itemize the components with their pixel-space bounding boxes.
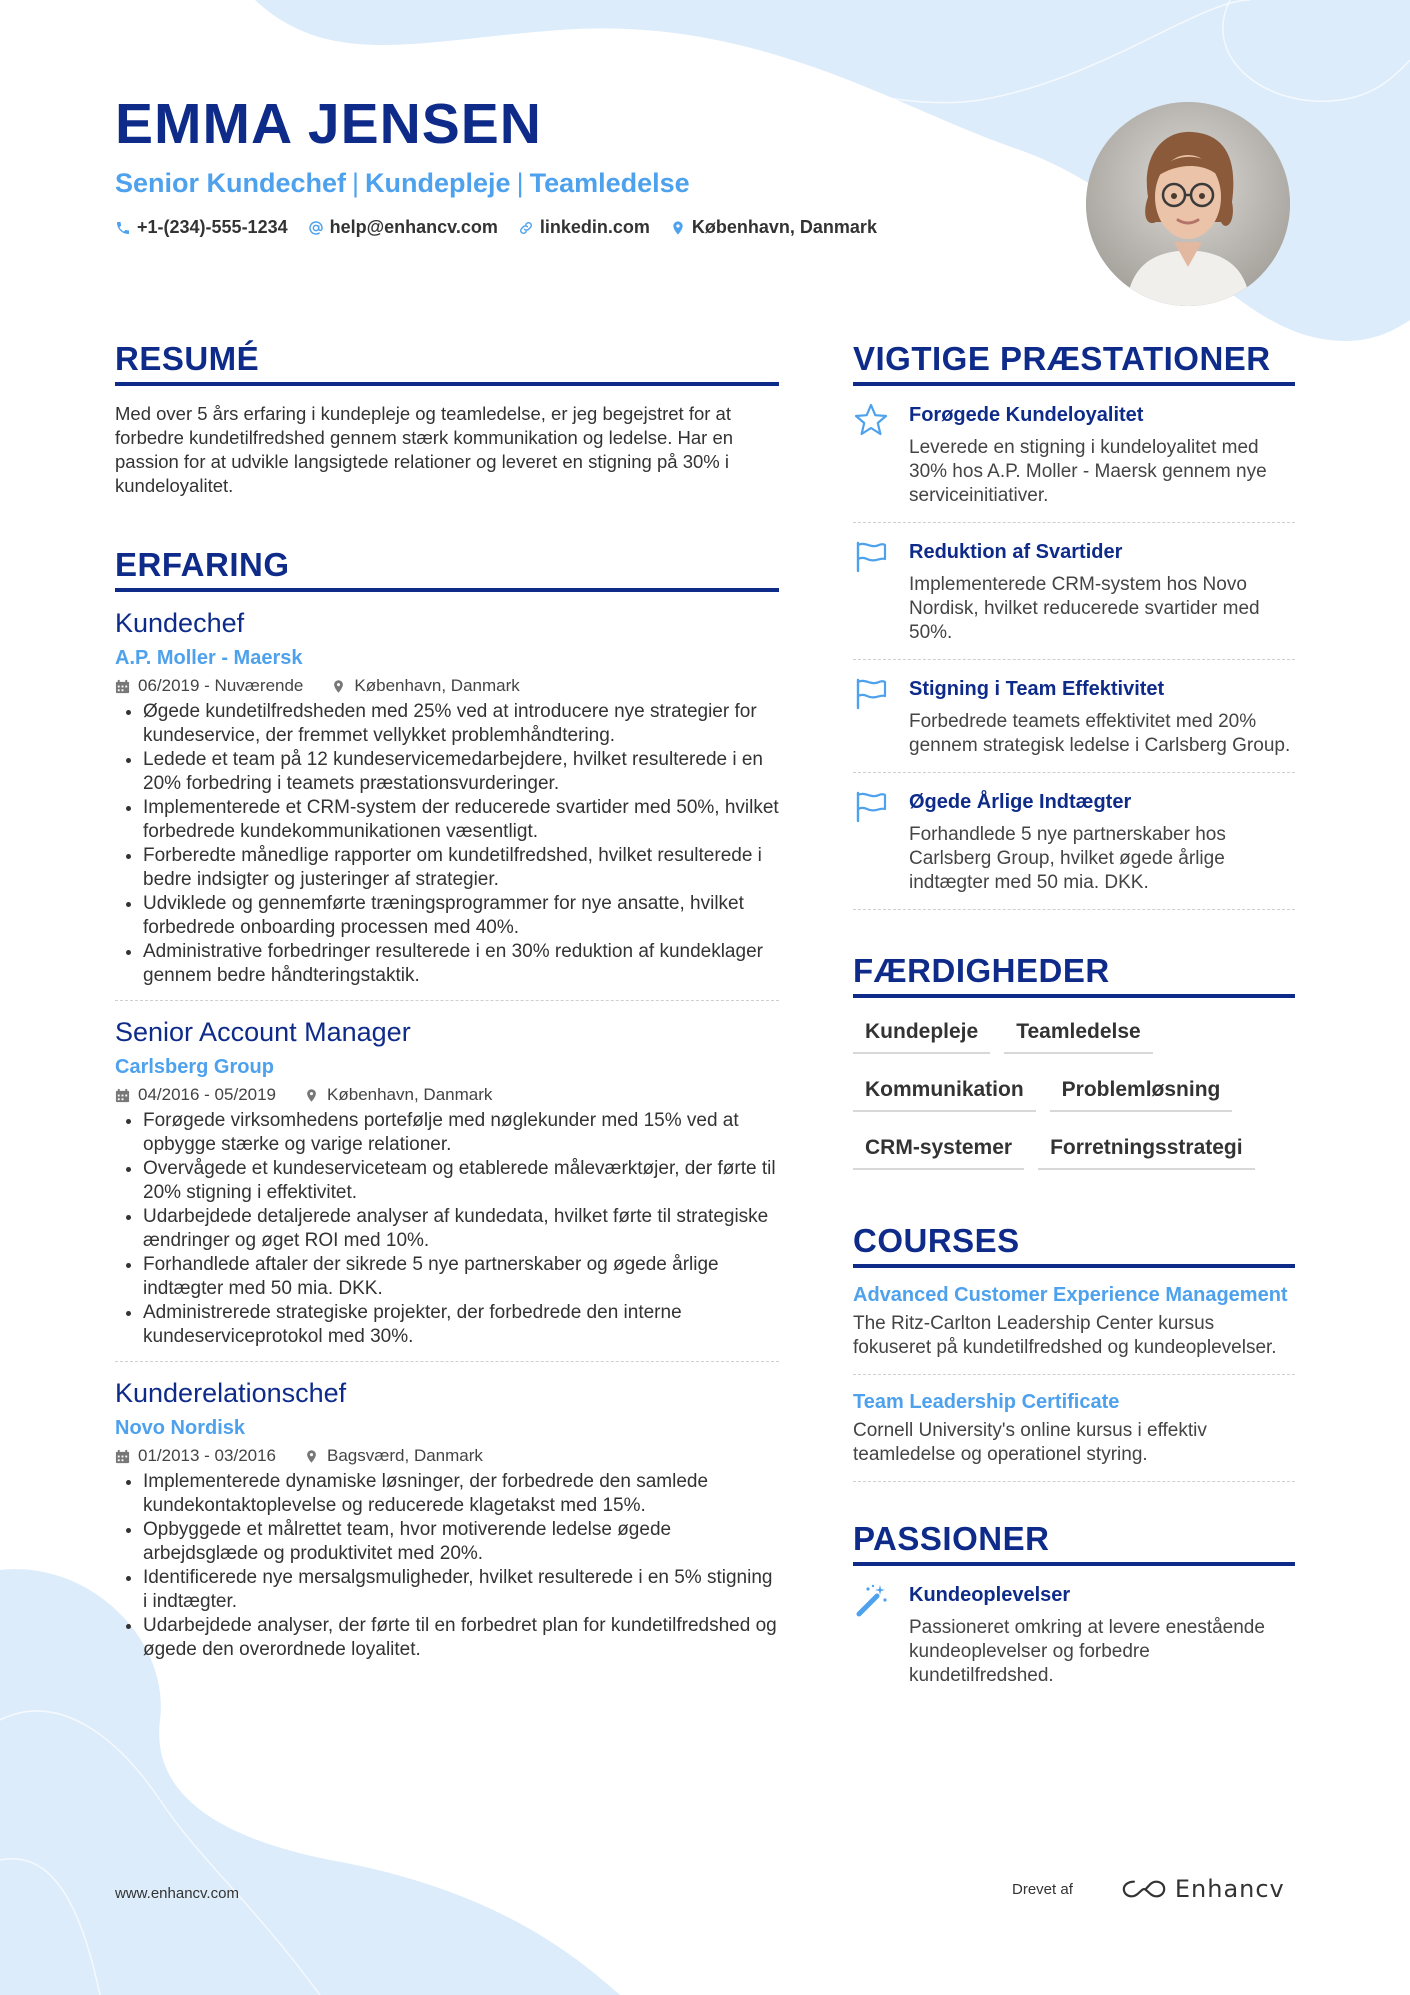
achievement-desc: Implementerede CRM-system hos Novo Nordisk, hvilket reducerede svartider med 50%. bbox=[909, 574, 1260, 643]
achievement-title: Reduktion af Svartider bbox=[909, 541, 1123, 563]
achievement-desc: Forbedrede teamets effektivitet med 20% gennem strategisk ledelse i Carlsberg Group. bbox=[909, 711, 1291, 756]
enhancv-logo-icon bbox=[1121, 1878, 1167, 1900]
course-title: Advanced Customer Experience Management bbox=[853, 1284, 1288, 1306]
summary-text: Med over 5 års erfaring i kundepleje og teamledelse, er jeg begejstret for at forbedre kundetilfredshed gennem stærk kommunikation og ledelse. Har en passion for at udvikle langsigtede relationer og leveret en stigning på 30% i kundeloyalitet. bbox=[115, 403, 734, 496]
skills-list bbox=[853, 1020, 1295, 1170]
job-meta bbox=[115, 1085, 779, 1105]
contact-email[interactable] bbox=[308, 217, 498, 238]
skill-tag: Forretningsstrategi bbox=[1038, 1136, 1255, 1170]
job-dates bbox=[115, 676, 303, 696]
job-bullet: • Øgede kundetilfredsheden med 25% ved at introducere nye strategier for kundeservice, der fremmet vellykket problemhåndtering. bbox=[143, 700, 779, 748]
job-bullet: • Udarbejdede analyser, der førte til en forbedret plan for kundetilfredshed og øgede den overordnede loyalitet. bbox=[143, 1614, 779, 1662]
flag-icon bbox=[853, 539, 893, 645]
achievement-item bbox=[853, 773, 1295, 910]
passion-item bbox=[853, 1566, 1295, 1688]
job-meta bbox=[115, 676, 779, 696]
job-title: Kundechef bbox=[115, 608, 245, 638]
company-name: Novo Nordisk bbox=[115, 1417, 246, 1439]
email-text: help@enhancv.com bbox=[329, 217, 498, 238]
job-bullet: • Udviklede og gennemførte træningsprogrammer for nye ansatte, hvilket forbedrede onboarding processen med 40%. bbox=[143, 892, 779, 940]
job-bullets bbox=[115, 700, 779, 988]
job-bullet: • Opbyggede et målrettet team, hvor motiverende ledelse øgede arbejdsglæde og produktivitet med 20%. bbox=[143, 1518, 779, 1566]
job-entry bbox=[115, 1000, 779, 1361]
footer-branding bbox=[1012, 1875, 1285, 1903]
job-bullet: • Overvågede et kundeserviceteam og etablerede måleværktøjer, der førte til 20% stigning i effektivitet. bbox=[143, 1157, 779, 1205]
job-bullet: • Implementerede et CRM-system der reducerede svartider med 50%, hvilket forbedrede kundekommunikationen væsentligt. bbox=[143, 796, 779, 844]
achievement-desc: Forhandlede 5 nye partnerskaber hos Carlsberg Group, hvilket øgede årlige indtægter med 50 mia. DKK. bbox=[909, 824, 1226, 893]
job-bullet: • Administrerede strategiske projekter, der forbedrede den interne kundeserviceprotokol med 30%. bbox=[143, 1301, 779, 1349]
job-bullet: • Forberedte månedlige rapporter om kundetilfredshed, hvilket resulterede i bedre indsigter og justeringer af strategier. bbox=[143, 844, 779, 892]
skill-tag: Problemløsning bbox=[1050, 1078, 1233, 1112]
location-pin-icon bbox=[331, 679, 346, 694]
job-bullets bbox=[115, 1470, 779, 1662]
achievement-item bbox=[853, 660, 1295, 773]
enhancv-logo[interactable] bbox=[1121, 1875, 1285, 1903]
job-entry bbox=[115, 606, 779, 1000]
resume-header bbox=[115, 92, 1065, 238]
job-location-text: Bagsværd, Danmark bbox=[327, 1446, 483, 1465]
contact-linkedin[interactable] bbox=[518, 217, 650, 238]
location-text: København, Danmark bbox=[691, 217, 877, 238]
magic-wand-icon bbox=[853, 1582, 893, 1688]
skill-tag: CRM-systemer bbox=[853, 1136, 1024, 1170]
job-title: Kunderelationschef bbox=[115, 1378, 347, 1408]
job-bullet: • Implementerede dynamiske løsninger, der forbedrede den samlede kundekontaktoplevelse og reducerede klagetakst med 15%. bbox=[143, 1470, 779, 1518]
profile-photo bbox=[1086, 102, 1290, 306]
location-pin-icon bbox=[670, 220, 686, 236]
job-dates-text: 04/2016 - 05/2019 bbox=[138, 1085, 277, 1104]
course-desc: Cornell University's online kursus i effektiv teamledelse og operationel styring. bbox=[853, 1420, 1207, 1465]
passion-desc: Passioneret omkring at levere enestående kundeoplevelser og forbedre kundetilfredshed. bbox=[909, 1617, 1265, 1686]
course-item bbox=[853, 1268, 1295, 1375]
achievement-desc: Leverede en stigning i kundeloyalitet med 30% hos A.P. Moller - Maersk gennem nye serviceinitiativer. bbox=[909, 437, 1267, 506]
job-entry bbox=[115, 1361, 779, 1674]
job-bullet: • Forhandlede aftaler der sikrede 5 nye partnerskaber og øgede årlige indtægter med 50 mia. DKK. bbox=[143, 1253, 779, 1301]
calendar-icon bbox=[115, 1088, 130, 1103]
linkedin-text: linkedin.com bbox=[539, 217, 650, 238]
right-column bbox=[853, 340, 1295, 1688]
job-bullet: • Identificerede nye mersalgsmuligheder, hvilket resulterede i en 5% stigning i indtægter. bbox=[143, 1566, 779, 1614]
footer-website[interactable]: www.enhancv.com bbox=[115, 1885, 239, 1902]
job-dates bbox=[115, 1446, 276, 1466]
passions-heading: PASSIONER bbox=[853, 1520, 1295, 1566]
flag-icon bbox=[853, 676, 893, 758]
flag-icon bbox=[853, 789, 893, 895]
job-location-text: København, Danmark bbox=[354, 676, 520, 695]
job-bullet: • Administrative forbedringer resulterede i en 30% reduktion af kundeklager gennem bedre håndteringstaktik. bbox=[143, 940, 779, 988]
course-item bbox=[853, 1375, 1295, 1482]
job-location bbox=[304, 1085, 492, 1105]
job-meta bbox=[115, 1446, 779, 1466]
job-bullets bbox=[115, 1109, 779, 1349]
achievement-item bbox=[853, 386, 1295, 523]
company-name: A.P. Moller - Maersk bbox=[115, 647, 303, 669]
job-location-text: København, Danmark bbox=[327, 1085, 493, 1104]
phone-text: +1-(234)-555-1234 bbox=[137, 217, 288, 238]
courses-heading: COURSES bbox=[853, 1222, 1295, 1268]
candidate-title bbox=[115, 167, 1065, 199]
link-icon bbox=[518, 220, 534, 236]
contact-location bbox=[670, 217, 877, 238]
left-column bbox=[115, 340, 779, 1674]
job-dates bbox=[115, 1085, 276, 1105]
title-part: Teamledelse bbox=[529, 168, 690, 198]
skill-tag: Kundepleje bbox=[853, 1020, 990, 1054]
achievement-title: Stigning i Team Effektivitet bbox=[909, 678, 1165, 700]
contact-info bbox=[115, 217, 1065, 238]
passion-title: Kundeoplevelser bbox=[909, 1584, 1071, 1606]
course-desc: The Ritz-Carlton Leadership Center kursus fokuseret på kundetilfredshed og kundeoplevelser. bbox=[853, 1313, 1277, 1358]
phone-icon bbox=[115, 220, 131, 236]
title-part: Senior Kundechef bbox=[115, 168, 347, 198]
job-dates-text: 06/2019 - Nuværende bbox=[138, 676, 304, 695]
summary-heading: RESUMÉ bbox=[115, 340, 779, 386]
experience-heading: ERFARING bbox=[115, 546, 779, 592]
job-bullet: • Ledede et team på 12 kundeservicemedarbejdere, hvilket resulterede i en 20% forbedring i teamets præstationsvurderinger. bbox=[143, 748, 779, 796]
achievements-heading: VIGTIGE PRÆSTATIONER bbox=[853, 340, 1295, 386]
location-pin-icon bbox=[304, 1088, 319, 1103]
job-title: Senior Account Manager bbox=[115, 1017, 411, 1047]
contact-phone[interactable] bbox=[115, 217, 288, 238]
title-part: Kundepleje bbox=[365, 168, 511, 198]
powered-by-label: Drevet af bbox=[1012, 1880, 1073, 1898]
job-location bbox=[331, 676, 519, 696]
job-bullet: • Udarbejdede detaljerede analyser af kundedata, hvilket førte til strategiske ændringer og øget ROI med 10%. bbox=[143, 1205, 779, 1253]
calendar-icon bbox=[115, 1449, 130, 1464]
job-bullet: • Forøgede virksomhedens portefølje med nøglekunder med 15% ved at opbygge stærke og varige relationer. bbox=[143, 1109, 779, 1157]
achievement-title: Forøgede Kundeloyalitet bbox=[909, 404, 1144, 426]
skill-tag: Kommunikation bbox=[853, 1078, 1036, 1112]
at-icon bbox=[308, 220, 324, 236]
title-separator: | bbox=[516, 168, 524, 198]
title-separator: | bbox=[352, 168, 360, 198]
calendar-icon bbox=[115, 679, 130, 694]
skill-tag: Teamledelse bbox=[1004, 1020, 1153, 1054]
brand-name: Enhancv bbox=[1174, 1875, 1285, 1903]
achievement-item bbox=[853, 523, 1295, 660]
skills-heading: FÆRDIGHEDER bbox=[853, 952, 1295, 998]
location-pin-icon bbox=[304, 1449, 319, 1464]
course-title: Team Leadership Certificate bbox=[853, 1391, 1120, 1413]
star-icon bbox=[853, 402, 893, 508]
candidate-name: EMMA JENSEN bbox=[115, 92, 542, 156]
achievement-title: Øgede Årlige Indtægter bbox=[909, 791, 1132, 813]
company-name: Carlsberg Group bbox=[115, 1056, 274, 1078]
job-location bbox=[304, 1446, 483, 1466]
job-dates-text: 01/2013 - 03/2016 bbox=[138, 1446, 277, 1465]
